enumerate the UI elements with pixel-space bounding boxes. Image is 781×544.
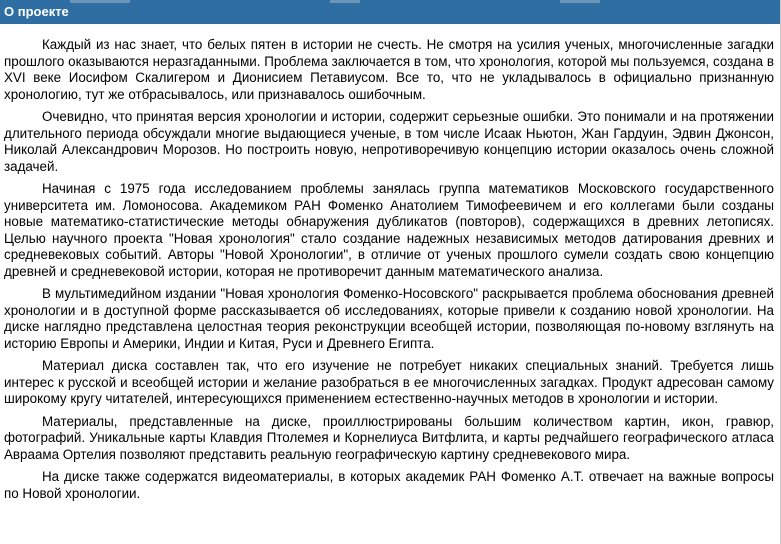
title-bar-decoration [330, 0, 360, 3]
paragraph-video: На диске также содержатся видеоматериалы, в которых академик РАН Фоменко А.Т. отвечает на важные вопросы по Новой хронологии. [4, 469, 774, 501]
paragraph-research: Начиная с 1975 года исследованием проблемы занялась группа математиков Московского государственного университета им. Ломоносова. Академиком РАН Фоменко Анатолием Тимофеевичем и его коллегами были созданы новые математико-статистические методы обнаружения дубликатов (повторов), содержащихся в древних летописях. Целью научного проекта "Новая хронология" стало создание надежных независимых методов датирования древних и средневековых событий. Авторы "Новой Хронологии", в отличие от ученых прошлого сумели создать свою концепцию древней и средневековой истории, которая не противоречит данным математического анализа. [4, 181, 774, 279]
paragraph-illustrations: Материалы, представленные на диске, проиллюстрированы большим количеством картин, икон, гравюр, фотографий. Уникальные карты Клавдия Птолемея и Корнелиуса Витфлита, и карты редчайшего географического атласа Авраама Ортелия позволяют представить реальную географическую картину средневекового мира. [4, 413, 774, 462]
paragraph-audience: Материал диска составлен так, что его изучение не потребует никаких специальных знаний. Требуется лишь интерес к русской и всеобщей истории и желание разобраться в ее многочисленных загадках. Продукт адресован самому широкому кругу читателей, интересующихся применением естественно-научных методов в хронологии и истории. [4, 358, 774, 406]
paragraph-errors: Очевидно, что принятая версия хронологии и истории, содержит серьезные ошибки. Это понимали и на протяжении длительного периода обсуждали многие выдающиеся ученые, в том числе Исаак Ньютон, Жан Гардуин, Эдвин Джонсон, Николай Александрович Морозов. Но построить новую, непротиворечивую концепцию истории оказалось очень сложной задачей. [4, 109, 774, 174]
paragraph-multimedia: В мультимедийном издании "Новая хронология Фоменко-Носовского" раскрывается проблема обоснования древней хронологии и в доступной форме рассказывается об исследованиях, которые привели к созданию новой хронологии. На диске наглядно представлена целостная теория реконструкции всеобщей истории, позволяющая по-новому взглянуть на историю Европы и Америки, Индии и Китая, Руси и Древнего Египта. [4, 286, 774, 351]
paragraph-intro: Каждый из нас знает, что белых пятен в истории не счесть. Не смотря на усилия ученых, многочисленные загадки прошлого оказываются неразгаданными. Проблема заключается в том, что хронология, которой мы пользуемся, создана в XVI веке Иосифом Скалигером и Дионисием Петавиусом. Все то, что не укладывалось в официально признанную хронологию, тут же отбрасывалось, или признавалось ошибочным. [4, 37, 774, 102]
title-bar-decoration [560, 0, 600, 3]
page-title: О проекте [4, 4, 69, 19]
title-bar-decoration [70, 0, 130, 3]
title-bar [0, 0, 780, 24]
article-body [4, 37, 774, 508]
